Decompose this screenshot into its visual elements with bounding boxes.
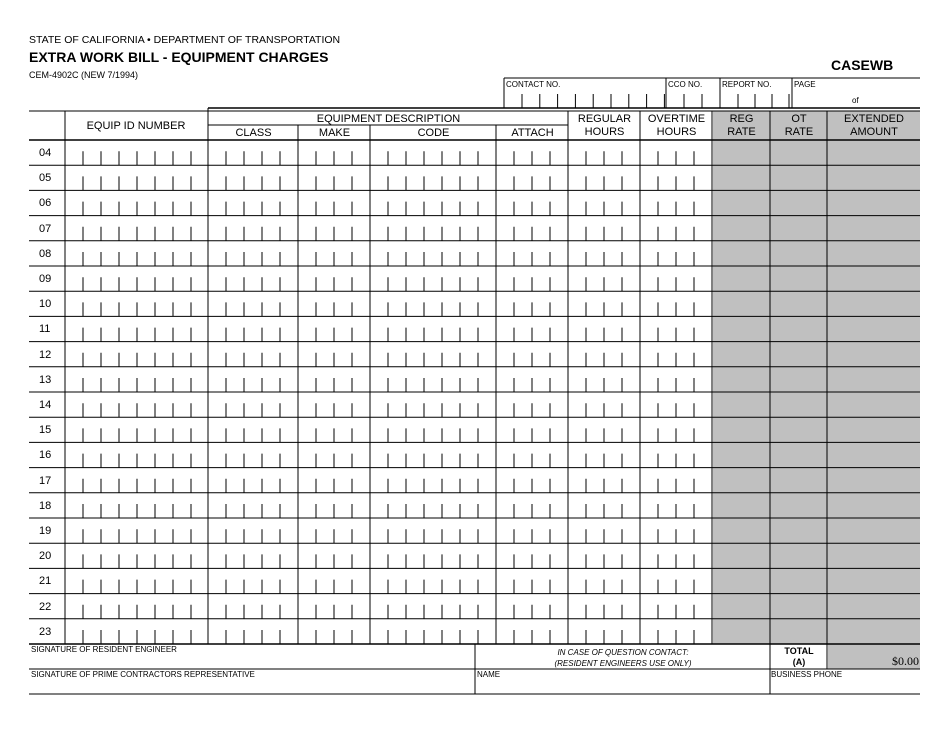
name-label: NAME: [477, 670, 501, 679]
row-number: 15: [39, 424, 52, 437]
row-number: 23: [39, 625, 52, 638]
row-number: 16: [39, 449, 52, 462]
col-equip-id: EQUIP ID NUMBER: [86, 120, 186, 132]
contact-no-label: CONTACT NO.: [506, 80, 561, 89]
col-regular-hours: REGULAR HOURS: [577, 113, 632, 138]
report-no-label: REPORT NO.: [722, 80, 772, 89]
row-number: 19: [39, 525, 52, 537]
shaded-rate-columns: [713, 111, 920, 644]
row-number: 10: [39, 298, 52, 311]
page-label: PAGE: [794, 80, 816, 89]
form-code: CASEWB: [831, 57, 894, 73]
form-number: CEM-4902C (NEW 7/1994): [29, 70, 139, 80]
col-code: CODE: [417, 127, 450, 139]
row-number: 20: [39, 550, 52, 563]
total-label: TOTAL (A): [784, 646, 814, 667]
row-number: 17: [39, 474, 52, 487]
col-ot-rate: OT RATE: [784, 113, 814, 138]
col-extended-amount: EXTENDED AMOUNT: [844, 113, 904, 138]
row-number: 21: [39, 575, 52, 588]
total-amount: $0.00: [892, 654, 919, 668]
row-number: 14: [39, 399, 52, 411]
cco-no-label: CCO NO.: [668, 80, 703, 89]
form-title: EXTRA WORK BILL - EQUIPMENT CHARGES: [29, 49, 329, 65]
business-phone-label: BUSINESS PHONE: [771, 670, 843, 679]
row-number: 04: [39, 147, 52, 159]
row-number: 06: [39, 197, 52, 210]
col-reg-rate: REG RATE: [727, 113, 756, 138]
row-number: 12: [39, 348, 52, 361]
col-make: MAKE: [318, 127, 351, 139]
row-number: 18: [39, 499, 52, 512]
col-equipment-description: EQUIPMENT DESCRIPTION: [316, 113, 461, 125]
page-of-label: of: [852, 96, 859, 105]
agency-line: STATE OF CALIFORNIA • DEPARTMENT OF TRANSPORTATION: [29, 34, 341, 46]
col-overtime-hours: OVERTIME HOURS: [647, 113, 706, 138]
question-contact-note: IN CASE OF QUESTION CONTACT: (RESIDENT ENGINEERS USE ONLY): [554, 648, 692, 668]
row-number: 05: [39, 172, 52, 185]
row-number: 08: [39, 247, 52, 260]
col-attach: ATTACH: [511, 127, 554, 139]
row-number: 09: [39, 273, 52, 285]
sig-prime-contractor-label: SIGNATURE OF PRIME CONTRACTORS REPRESENTATIVE: [31, 670, 255, 679]
sig-resident-engineer-label: SIGNATURE OF RESIDENT ENGINEER: [31, 645, 177, 654]
row-number: 11: [39, 323, 51, 336]
row-number: 13: [39, 373, 52, 386]
col-class: CLASS: [235, 127, 272, 139]
row-number: 22: [39, 600, 52, 613]
row-number: 07: [39, 222, 52, 235]
